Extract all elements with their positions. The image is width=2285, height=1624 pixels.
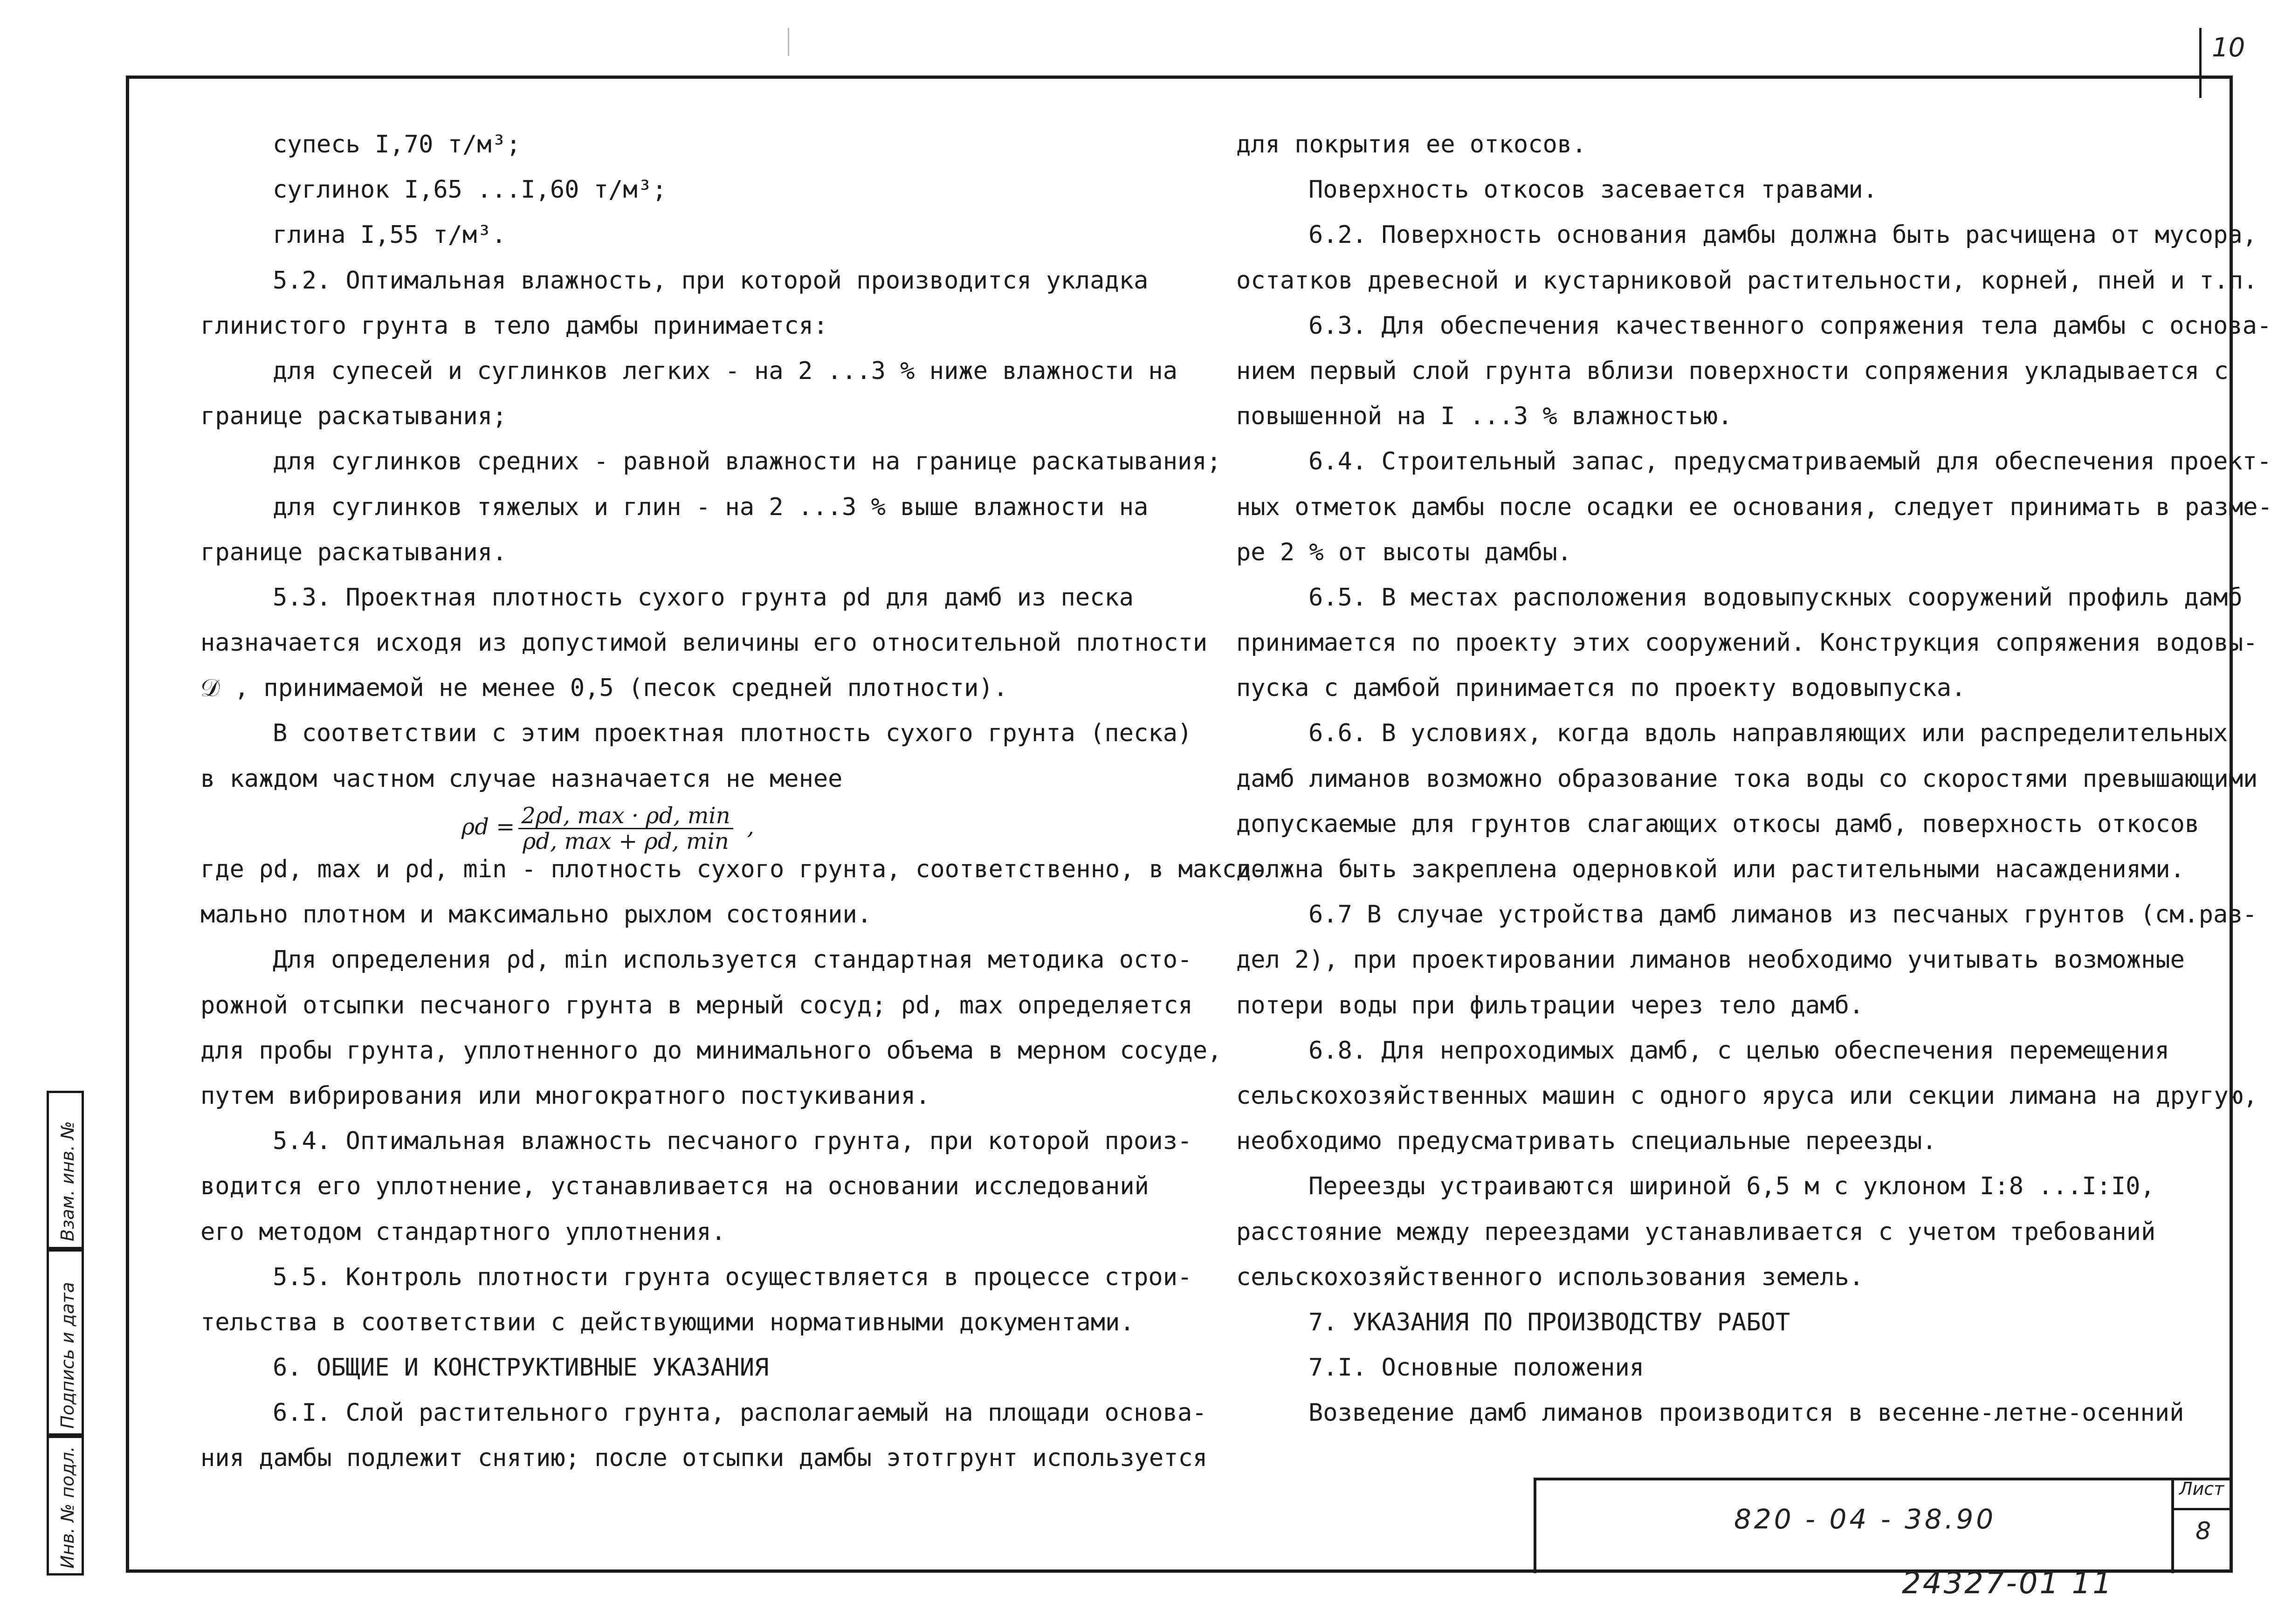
text-line: 6.3. Для обеспечения качественного сопряжения тела дамбы с основа- xyxy=(1308,311,2272,340)
text-line: необходимо предусматривать специальные переезды. xyxy=(1236,1127,1937,1156)
text-line: допускаемые для грунтов слагающих откосы дамб, поверхность откосов xyxy=(1236,810,2200,838)
sheet-label: Лист xyxy=(2179,1479,2224,1499)
text-line: водится его уплотнение, устанавливается на основании исследований xyxy=(200,1172,1149,1201)
text-line: нием первый слой грунта вблизи поверхности сопряжения укладывается с xyxy=(1236,357,2229,385)
page-corner-number: 10 xyxy=(2212,33,2245,63)
text-line: для покрытия ее откосов. xyxy=(1236,131,1587,158)
text-line: 5.3. Проектная плотность сухого грунта ρd для дамб из песка xyxy=(273,583,1134,612)
text-line: 6.8. Для непроходимых дамб, с целью обеспечения перемещения xyxy=(1308,1036,2170,1065)
stamp-box-vzam-inv xyxy=(47,1091,84,1249)
text-line: границе раскатывания. xyxy=(200,538,507,566)
sheet-number: 8 xyxy=(2196,1517,2211,1545)
text-line: ре 2 % от высоты дамбы. xyxy=(1236,538,1572,566)
stamp-label-inv-podl: Инв. № подл. xyxy=(57,1446,78,1569)
text-line: сельскохозяйственных машин с одного яруса или секции лимана на другую, xyxy=(1236,1081,2258,1110)
text-line: ных отметок дамбы после осадки ее основания, следует принимать в разме- xyxy=(1236,493,2272,521)
text-line: 6. ОБЩИЕ И КОНСТРУКТИВНЫЕ УКАЗАНИЯ xyxy=(273,1354,769,1382)
text-line: тельства в соответствии с действующими нормативными документами. xyxy=(200,1308,1135,1336)
text-line: назначается исходя из допустимой величины его относительной плотности xyxy=(200,629,1208,657)
title-block-sheet-line xyxy=(2171,1508,2233,1510)
stamp-box-inv-podl xyxy=(47,1436,84,1576)
text-line: 𝒟 , принимаемой не менее 0,5 (песок средней плотности). xyxy=(200,674,1008,702)
text-line: границе раскатывания; xyxy=(200,402,507,431)
inventory-number: 24327-01 11 xyxy=(1902,1566,2113,1601)
text-line: где ρd, max и ρd, min - плотность сухого грунта, соответственно, в макси- xyxy=(200,855,1266,883)
text-line: 6.7 В случае устройства дамб лиманов из песчаных грунтов (см.раз- xyxy=(1308,901,2257,929)
text-line: сельскохозяйственного использования земель. xyxy=(1236,1263,1864,1291)
title-block-divider xyxy=(2171,1478,2174,1573)
text-line: Поверхность откосов засевается травами. xyxy=(1308,176,1878,204)
text-line: суглинок I,65 ...I,60 т/м³; xyxy=(273,176,667,204)
text-line: повышенной на I ...3 % влажностью. xyxy=(1236,402,1733,431)
right-text-column xyxy=(1236,122,2272,1436)
text-line: путем вибрирования или многократного постукивания. xyxy=(200,1081,930,1110)
text-line: 6.5. В местах расположения водовыпускных сооружений профиль дамб xyxy=(1308,583,2243,612)
formula-lhs: ρd = xyxy=(461,813,515,840)
document-code: 820 - 04 - 38.90 xyxy=(1734,1503,1996,1535)
text-line: для супесей и суглинков легких - на 2 ...3 % ниже влажности на xyxy=(273,357,1178,385)
text-line: 5.2. Оптимальная влажность, при которой производится укладка xyxy=(273,266,1149,295)
text-line: 6.6. В условиях, когда вдоль направляющих или распределительных xyxy=(1308,719,2228,748)
text-line: остатков древесной и кустарниковой растительности, корней, пней и т.п. xyxy=(1236,266,2258,295)
formula-trailing-comma: , xyxy=(747,813,754,840)
text-line: 7. УКАЗАНИЯ ПО ПРОИЗВОДСТВУ РАБОТ xyxy=(1308,1308,1790,1336)
text-line: для суглинков тяжелых и глин - на 2 ...3 % выше влажности на xyxy=(273,493,1149,521)
text-line: принимается по проекту этих сооружений. Конструкция сопряжения водовы- xyxy=(1236,629,2258,657)
text-line: В соответствии с этим проектная плотность сухого грунта (песка) xyxy=(273,719,1192,748)
text-line: Для определения ρd, min используется стандартная методика осто- xyxy=(273,946,1192,974)
text-line: потери воды при фильтрации через тело дамб. xyxy=(1236,991,1864,1019)
text-line: супесь I,70 т/м³; xyxy=(273,131,521,158)
stamp-box-podpis-data xyxy=(47,1249,84,1436)
page-frame-left-edge xyxy=(126,76,129,1573)
formula-numerator: 2ρd, max · ρd, min xyxy=(518,804,733,829)
text-line: мально плотном и максимально рыхлом состоянии. xyxy=(200,901,872,929)
formula-denominator: ρd, max + ρd, min xyxy=(523,828,729,854)
text-line: дел 2), при проектировании лиманов необходимо учитывать возможные xyxy=(1236,946,2185,974)
text-line: расстояние между переездами устанавливается с учетом требований xyxy=(1236,1218,2156,1246)
text-line: 6.2. Поверхность основания дамбы должна быть расчищена от мусора, xyxy=(1308,221,2257,249)
formula-expression xyxy=(461,804,754,853)
text-line: должна быть закреплена одерновкой или растительными насаждениями. xyxy=(1236,855,2185,883)
text-line: 6.4. Строительный запас, предусматриваемый для обеспечения проект- xyxy=(1308,447,2272,476)
text-line: для пробы грунта, уплотненного до минимального объема в мерном сосуде, xyxy=(200,1036,1222,1065)
text-line: глинистого грунта в тело дамбы принимается: xyxy=(200,311,828,340)
text-line: пуска с дамбой принимается по проекту водовыпуска. xyxy=(1236,674,1966,702)
density-formula xyxy=(200,802,1189,854)
text-line: 7.I. Основные положения xyxy=(1308,1354,1645,1382)
stamp-label-podpis-data: Подпись и дата xyxy=(57,1282,78,1429)
text-line: 5.5. Контроль плотности грунта осуществляется в процессе строи- xyxy=(273,1263,1192,1291)
text-line: Возведение дамб лиманов производится в весенне-летне-осенний xyxy=(1308,1399,2184,1427)
stamp-label-vzam-inv: Взам. инв. № xyxy=(57,1121,78,1241)
text-line: его методом стандартного уплотнения. xyxy=(200,1218,726,1246)
text-line: глина I,55 т/м³. xyxy=(273,221,506,249)
text-line: 6.I. Слой растительного грунта, располагаемый на площади основа- xyxy=(273,1399,1207,1427)
text-line: в каждом частном случае назначается не менее xyxy=(200,764,843,793)
text-line: для суглинков средних - равной влажности на границе раскатывания; xyxy=(273,447,1221,476)
text-line: 5.4. Оптимальная влажность песчаного грунта, при которой произ- xyxy=(273,1127,1192,1156)
text-line: дамб лиманов возможно образование тока воды со скоростями превышающими xyxy=(1236,764,2258,793)
left-text-column xyxy=(200,122,1266,1481)
text-line: рожной отсыпки песчаного грунта в мерный сосуд; ρd, max определяется xyxy=(200,991,1193,1019)
formula-fraction xyxy=(518,804,733,853)
text-line: ния дамбы подлежит снятию; после отсыпки дамбы этотгрунт используется xyxy=(200,1444,1208,1473)
scan-mark xyxy=(788,28,789,56)
text-line: Переезды устраиваются шириной 6,5 м с уклоном I:8 ...I:I0, xyxy=(1308,1172,2155,1201)
